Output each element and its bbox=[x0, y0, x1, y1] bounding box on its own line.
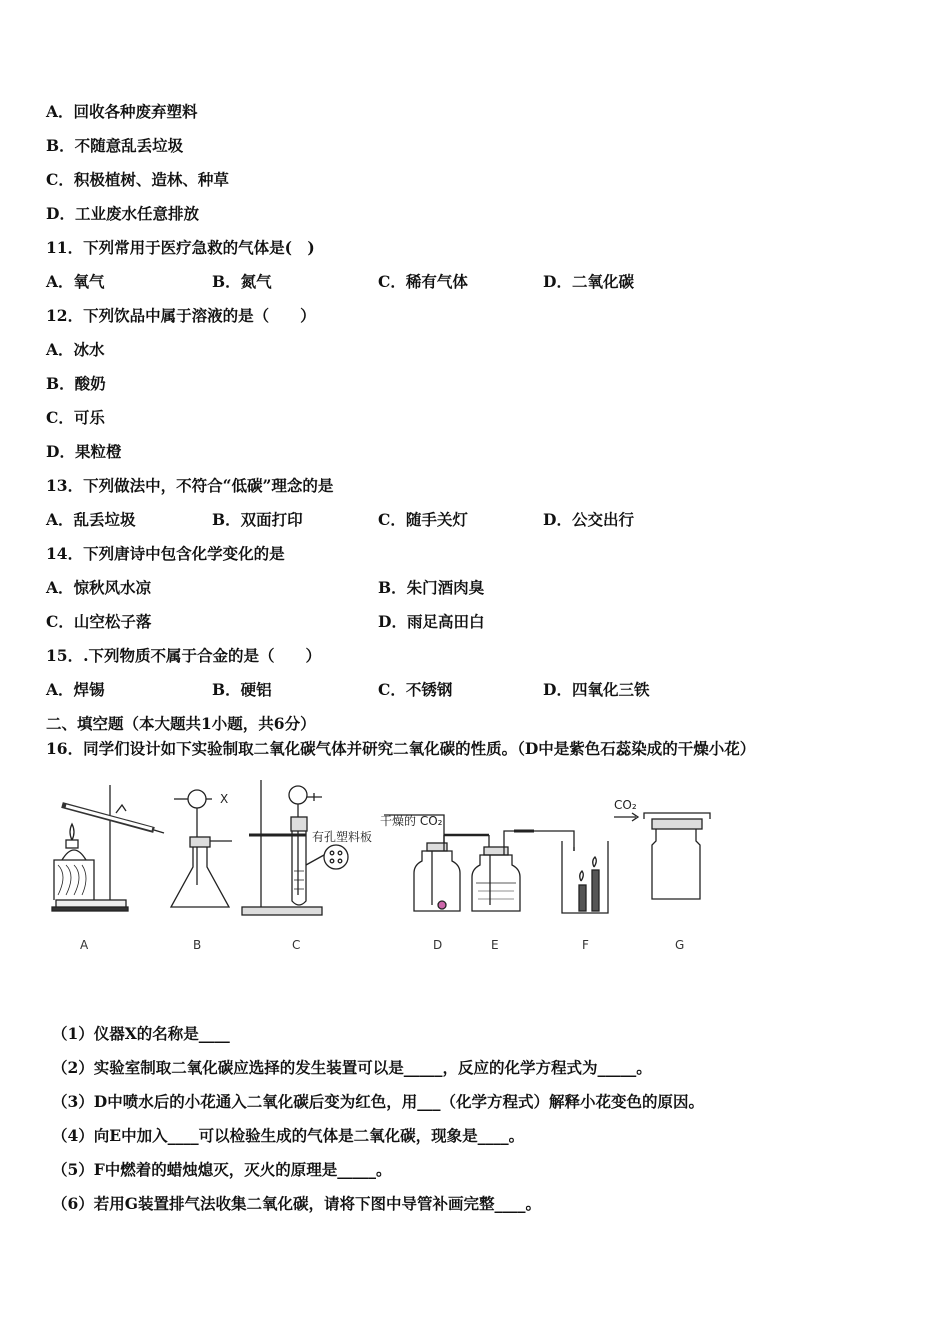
q13-option-c: C．随手关灯 bbox=[378, 510, 468, 529]
label-d: D bbox=[433, 938, 443, 952]
q12-stem: 12．下列饮品中属于溶液的是（ ） bbox=[46, 306, 316, 325]
apparatus-f bbox=[562, 841, 608, 913]
q16-sub-4: （4）向E中加入____可以检验生成的气体是二氧化碳，现象是____。 bbox=[52, 1126, 525, 1145]
q14-option-c: C．山空松子落 bbox=[46, 612, 152, 631]
q16-sub-1: （1）仪器X的名称是____ bbox=[52, 1024, 230, 1043]
q10-option-d: D．工业废水任意排放 bbox=[46, 204, 199, 223]
label-g: G bbox=[675, 938, 685, 952]
q15-option-c: C．不锈钢 bbox=[378, 680, 453, 699]
q10-option-a: A．回收各种废弃塑料 bbox=[46, 102, 198, 121]
q15-stem: 15．.下列物质不属于合金的是（ ） bbox=[46, 646, 321, 665]
q11-option-a: A．氧气 bbox=[46, 272, 105, 291]
q16-sub-5: （5）F中燃着的蜡烛熄灭，灭火的原理是_____。 bbox=[52, 1160, 392, 1179]
q14-option-b: B．朱门酒肉臭 bbox=[378, 578, 485, 597]
q11-option-b: B．氮气 bbox=[212, 272, 272, 291]
q16-sub-2: （2）实验室制取二氧化碳应选择的发生装置可以是_____，反应的化学方程式为_____。 bbox=[52, 1058, 652, 1077]
q14-option-a: A．惊秋风水凉 bbox=[46, 578, 152, 597]
label-co2: CO₂ bbox=[614, 798, 637, 812]
q15-option-b: B．硬铝 bbox=[212, 680, 272, 699]
q12-option-d: D．果粒橙 bbox=[46, 442, 122, 461]
label-plate: 有孔塑料板 bbox=[312, 830, 373, 844]
q13-option-b: B．双面打印 bbox=[212, 510, 303, 529]
section-title: 二、填空题（本大题共1小题，共6分） bbox=[46, 714, 316, 733]
q14-stem: 14．下列唐诗中包含化学变化的是 bbox=[46, 544, 285, 563]
apparatus-b bbox=[171, 790, 232, 907]
label-c: C bbox=[292, 938, 301, 952]
q13-stem: 13．下列做法中，不符合“低碳”理念的是 bbox=[46, 476, 334, 495]
apparatus-figure bbox=[44, 775, 744, 965]
apparatus-a bbox=[52, 785, 164, 911]
label-x: X bbox=[220, 792, 229, 806]
q11-option-d: D．二氧化碳 bbox=[543, 272, 634, 291]
label-b: B bbox=[193, 938, 202, 952]
q16-sub-3: （3）D中喷水后的小花通入二氧化碳后变为红色，用___（化学方程式）解释小花变色的原因。 bbox=[52, 1092, 704, 1111]
apparatus-c bbox=[242, 780, 348, 915]
q10-option-b: B．不随意乱丢垃圾 bbox=[46, 136, 184, 155]
q16-stem: 16．同学们设计如下实验制取二氧化碳气体并研究二氧化碳的性质。（D中是紫色石蕊染成的干燥小花） bbox=[46, 739, 756, 758]
q15-option-a: A．焊锡 bbox=[46, 680, 105, 699]
q12-option-b: B．酸奶 bbox=[46, 374, 106, 393]
q10-option-c: C．积极植树、造林、种草 bbox=[46, 170, 229, 189]
q11-option-c: C．稀有气体 bbox=[378, 272, 468, 291]
label-e: E bbox=[491, 938, 499, 952]
q12-option-a: A．冰水 bbox=[46, 340, 105, 359]
apparatus-d bbox=[384, 815, 489, 911]
q14-option-d: D．雨足高田白 bbox=[378, 612, 485, 631]
q11-stem: 11．下列常用于医疗急救的气体是( ) bbox=[46, 238, 315, 257]
q16-sub-6: （6）若用G装置排气法收集二氧化碳，请将下图中导管补画完整____。 bbox=[52, 1194, 542, 1213]
label-dry-co2: 干燥的 CO₂ bbox=[380, 814, 443, 828]
label-f: F bbox=[582, 938, 589, 952]
q15-option-d: D．四氧化三铁 bbox=[543, 680, 650, 699]
q13-option-a: A．乱丢垃圾 bbox=[46, 510, 136, 529]
label-a: A bbox=[80, 938, 89, 952]
q13-option-d: D．公交出行 bbox=[543, 510, 634, 529]
q12-option-c: C．可乐 bbox=[46, 408, 105, 427]
apparatus-e bbox=[472, 831, 574, 911]
apparatus-g bbox=[614, 813, 710, 899]
